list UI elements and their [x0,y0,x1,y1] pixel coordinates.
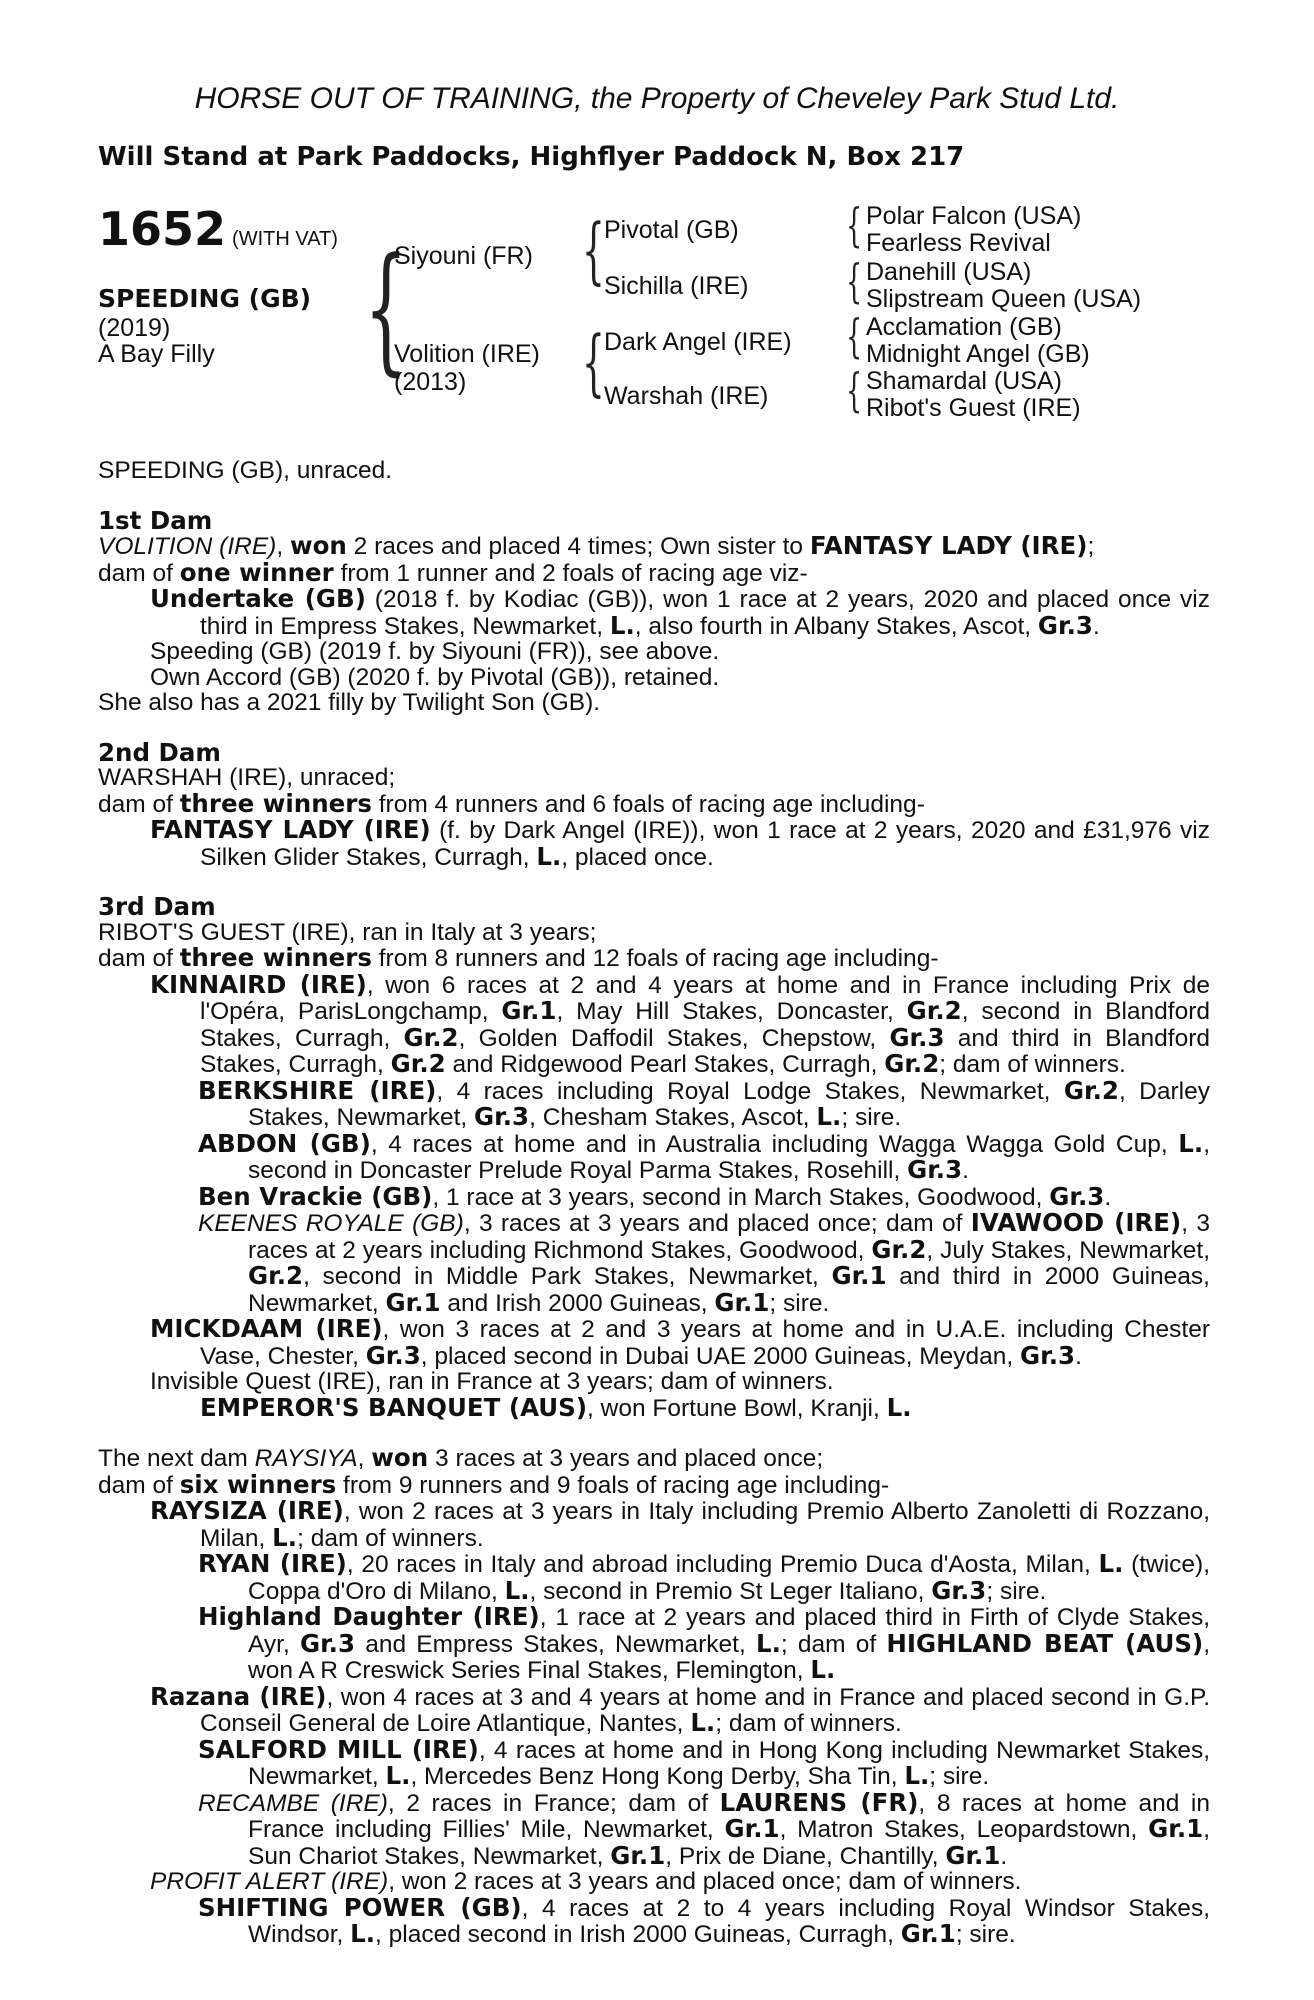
g6-name: Midnight Angel (GB) [866,340,1090,368]
dam-dam: Warshah (IRE) [604,382,769,410]
dam-line-brace: { [582,320,605,404]
progeny-undertake: Undertake (GB) (2018 f. by Kodiac (GB)), won 1 race at 2 years, 2020 and placed once viz third in Empress Stakes, Newmarket, L., also fourth in Albany Stakes, Ascot, Gr.3. [150,584,1210,640]
dam-year: (2013) [394,368,467,396]
progeny-shifting-power: SHIFTING POWER (GB), 4 races at 2 to 4 years including Royal Windsor Stakes, Windsor, L., placed second in Irish 2000 Guineas, Curragh, Gr.1; sire. [198,1892,1210,1948]
horse-name: SPEEDING (GB) [98,284,312,313]
dam-sire: Dark Angel (IRE) [604,328,792,356]
sire-name: Siyouni (FR) [394,242,533,270]
g5-name: Acclamation (GB) [866,313,1062,341]
g7-name: Shamardal (USA) [866,367,1062,395]
g4-name: Slipstream Queen (USA) [866,285,1142,313]
g8-name: Ribot's Guest (IRE) [866,394,1081,422]
progeny-abdon: ABDON (GB), 4 races at home and in Australia including Wagga Wagga Gold Cup, L., second in Doncaster Prelude Royal Parma Stakes, Rosehill, Gr.3. [198,1128,1210,1184]
lot-number [98,202,338,256]
page-title: HORSE OUT OF TRAINING, the Property of Cheveley Park Stud Ltd. [194,82,1120,115]
dam2-line2: dam of three winners from 4 runners and 6 foals of racing age including- [98,788,925,818]
progeny-own-accord: Own Accord (GB) (2020 f. by Pivotal (GB)), retained. [150,663,720,691]
next-dam-line2: dam of six winners from 9 runners and 9 foals of racing age including- [98,1469,890,1499]
progeny-salford-mill: SALFORD MILL (IRE), 4 races at home and in Hong Kong including Newmarket Stakes, Newmarket, L., Mercedes Benz Hong Kong Derby, Sha Tin, L.; sire. [198,1734,1210,1790]
dam3-line1: RIBOT'S GUEST (IRE), ran in Italy at 3 years; [98,918,597,946]
progeny-ryan: RYAN (IRE), 20 races in Italy and abroad including Premio Duca d'Aosta, Milan, L. (twice), Coppa d'Oro di Milano, L., second in Premio St Leger Italiano, Gr.3; sire. [198,1549,1211,1605]
progeny-berkshire: BERKSHIRE (IRE), 4 races including Royal Lodge Stakes, Newmarket, Gr.2, Darley Stakes, Newmarket, Gr.3, Chesham Stakes, Ascot, L.; sire. [198,1075,1210,1131]
sire-line-brace: { [582,208,605,292]
vat-note: (WITH VAT) [232,228,338,250]
sire-dam-brace: { [364,228,408,389]
g-brace-3: { [846,309,863,363]
progeny-kinnaird: KINNAIRD (IRE), won 6 races at 2 and 4 years at home and in France including Prix de l'Opéra, ParisLongchamp, Gr.1, May Hill Stakes, Doncaster, Gr.2, second in Blandford Stakes, Curragh, Gr.2, Golden Daffodil Stakes, Chepstow, Gr.3 and third in Blandford Stakes, Curragh, Gr.2 and Ridgewood Pearl Stakes, Curragh, Gr.2; dam of winners. [150,969,1211,1078]
horse-description: A Bay Filly [98,340,215,368]
dam3-title: 3rd Dam [98,892,216,921]
progeny-keenes-royale: KEENES ROYALE (GB), 3 races at 3 years and placed once; dam of IVAWOOD (IRE), 3 races at 2 years including Richmond Stakes, Goodwood, Gr.2, July Stakes, Newmarket, Gr.2, second in Middle Park Stakes, Newmarket, Gr.1 and third in 2000 Guineas, Newmarket, Gr.1 and Irish 2000 Guineas, Gr.1; sire. [198,1208,1210,1317]
dam1-2021-filly: She also has a 2021 filly by Twilight Son (GB). [98,689,601,716]
g-brace-2: { [846,254,863,308]
progeny-highland-daughter: Highland Daughter (IRE), 1 race at 2 years and placed third in Firth of Clyde Stakes, Ayr, Gr.3 and Empress Stakes, Newmarket, L.; dam of HIGHLAND BEAT (AUS), won A R Creswick Series Final Stakes, Flemington, L. [198,1602,1210,1684]
dam3-line2: dam of three winners from 8 runners and 12 foals of racing age including- [98,943,939,972]
progeny-mickdaam: MICKDAAM (IRE), won 3 races at 2 and 3 years at home and in U.A.E. including Chester Vase, Chester, Gr.3, placed second in Dubai UAE 2000 Guineas, Meydan, Gr.3. [150,1314,1210,1370]
g-brace-1: { [846,198,863,252]
unraced-note: SPEEDING (GB), unraced. [98,457,393,484]
dam2-line1: WARSHAH (IRE), unraced; [98,764,396,791]
catalogue-body [98,458,1210,1948]
horse-year: (2019) [98,314,171,342]
progeny-recambe: RECAMBE (IRE), 2 races in France; dam of LAURENS (FR), 8 races at home and in France including Fillies' Mile, Newmarket, Gr.1, Matron Stakes, Leopardstown, Gr.1, Sun Chariot Stakes, Newmarket, Gr.1, Prix de Diane, Chantilly, Gr.1. [198,1787,1210,1870]
progeny-fantasy-lady: FANTASY LADY (IRE) (f. by Dark Angel (IRE)), won 1 race at 2 years, 2020 and £31,976 viz Silken Glider Stakes, Curragh, L., placed once. [150,815,1210,871]
progeny-razana: Razana (IRE), won 4 races at 3 and 4 years at home and in France and placed second in G.P. Conseil General de Loire Atlantique, Nantes, L.; dam of winners. [150,1681,1210,1737]
g3-name: Danehill (USA) [866,258,1032,286]
progeny-profit-alert: PROFIT ALERT (IRE), won 2 races at 3 years and placed once; dam of winners. [150,1868,1022,1895]
dam1-line2: dam of one winner from 1 runner and 2 foals of racing age viz- [98,557,808,587]
dam-name: Volition (IRE) [394,340,540,368]
dam2-title: 2nd Dam [98,737,221,767]
progeny-raysiza: RAYSIZA (IRE), won 2 races at 3 years in Italy including Premio Alberto Zanoletti di Rozzano, Milan, L.; dam of winners. [150,1496,1210,1552]
g1-name: Polar Falcon (USA) [866,202,1082,230]
sire-dam: Sichilla (IRE) [604,272,749,300]
g2-name: Fearless Revival [866,229,1051,257]
lot-number-value: 1652 [98,202,227,256]
next-dam-line1: The next dam RAYSIYA, won 3 races at 3 years and placed once; [98,1443,824,1472]
progeny-ben-vrackie: Ben Vrackie (GB), 1 race at 3 years, second in March Stakes, Goodwood, Gr.3. [198,1181,1112,1211]
progeny-emperors-banquet: EMPEROR'S BANQUET (AUS), won Fortune Bowl, Kranji, L. [200,1392,912,1422]
sire-sire: Pivotal (GB) [604,216,739,244]
progeny-speeding: Speeding (GB) (2019 f. by Siyouni (FR)), see above. [150,638,720,665]
g-brace-4: { [846,363,863,417]
stand-location: Will Stand at Park Paddocks, Highflyer Paddock N, Box 217 [98,142,965,172]
progeny-invisible-quest: Invisible Quest (IRE), ran in France at 3 years; dam of winners. [150,1368,834,1395]
dam1-line1: VOLITION (IRE), won 2 races and placed 4 times; Own sister to FANTASY LADY (IRE); [98,531,1095,560]
dam1-title: 1st Dam [98,505,213,535]
